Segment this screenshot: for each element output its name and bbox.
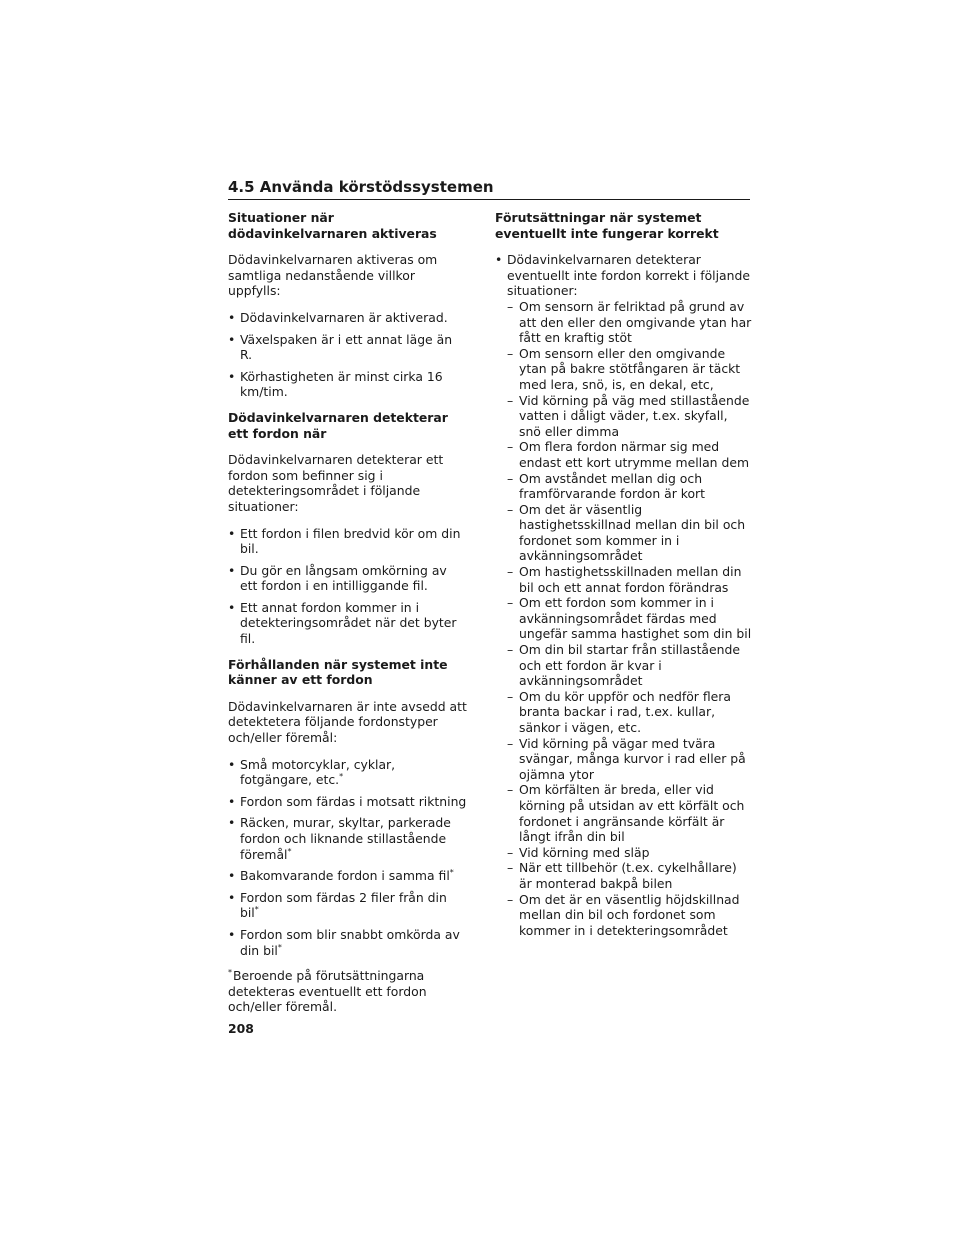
footnote-marker: *	[287, 846, 292, 856]
sublist-item: – När ett tillbehör (t.ex. cykelhållare) är monterad bakpå bilen	[507, 860, 753, 891]
footnote-marker: *	[449, 868, 454, 878]
list-item: • Du gör en långsam omkörning av ett fordon i en intilliggande fil.	[228, 563, 468, 594]
sublist-item: – Om flera fordon närmar sig med endast ett kort utrymme mellan dem	[507, 439, 753, 470]
footnote: *Beroende på förutsättningarna detekteras eventuellt ett fordon och/eller föremål.	[228, 968, 427, 1015]
list-item: • Dödavinkelvarnaren detekterar eventuellt inte fordon korrekt i följande situationer: – Om sensorn är felriktad på grund av att den eller den omgivande ytan har fått en kraftig stöt – Om sensorn eller den omgivande ytan på bakre stötfångaren är täckt med lera, snö, is, en dekal, etc, – Vid körning på väg med stillastående vatten i dåligt väder, t.ex. skyfall, snö eller dimma – Om flera fordon närmar sig med endast ett kort utrymme mellan dem – Om avståndet mellan dig och framförvarande fordon är kort – Om det är väsentlig hastighetsskillnad mellan din bil och fordonet som kommer in i avkänningsområdet – Om hastighetsskillnaden mellan din bil och ett annat fordon förändras – Om ett fordon som kommer in i avkänningsområdet färdas med ungefär samma hastighet som din bil – Om din bil startar från stillastående och ett fordon är kvar i avkänningsområdet – Om du kör uppför och nedför flera branta backar i rad, t.ex. kullar, sänkor i vägen, etc. – Vid körning på vägar med tvära svängar, många kurvor i rad eller på ojämna ytor – Om körfälten är breda, eller vid körning på utsidan av ett körfält och fordonet i angränsande körfält är långt ifrån din bil – Vid körning med släp – När ett tillbehör (t.ex. cykelhållare) är monterad bakpå bilen – Om det är en väsentlig höjdskillnad mellan din bil och fordonet som kommer in i detekteringsområdet	[495, 252, 753, 938]
list-item: • Ett annat fordon kommer in i detekteringsområdet när det byter fil.	[228, 600, 468, 647]
paragraph-activation: Dödavinkelvarnaren aktiveras om samtliga nedanstående villkor uppfylls:	[228, 252, 438, 299]
heading-no-detection: Förhållanden när systemet inte känner av ett fordon	[228, 656, 448, 688]
sublist-item: – Om ett fordon som kommer in i avkänningsområdet färdas med ungefär samma hastighet som din bil	[507, 595, 753, 642]
sublist-item: – Vid körning på vägar med tvära svängar, många kurvor i rad eller på ojämna ytor	[507, 736, 753, 783]
paragraph-detection: Dödavinkelvarnaren detekterar ett fordon som befinner sig i detekteringsområdet i följande situationer:	[228, 452, 444, 514]
sublist-item: – Vid körning på väg med stillastående vatten i dåligt väder, t.ex. skyfall, snö eller dimma	[507, 393, 753, 440]
footnote-marker: *	[254, 905, 259, 915]
heading-activation: Situationer när dödavinkelvarnaren aktiveras	[228, 210, 437, 241]
paragraph-no-detection: Dödavinkelvarnaren är inte avsedd att detektetera följande fordonstyper och/eller föremål:	[228, 698, 467, 746]
list-item: • Fordon som blir snabbt omkörda av din bil*	[228, 927, 468, 958]
list-item: • Fordon som färdas 2 filer från din bil*	[228, 890, 468, 921]
sublist-item: – Om du kör uppför och nedför flera branta backar i rad, t.ex. kullar, sänkor i vägen, etc.	[507, 689, 753, 736]
right-column	[495, 210, 753, 948]
list-item: • Växelspaken är i ett annat läge än R.	[228, 332, 468, 363]
list-item: • Fordon som färdas i motsatt riktning	[228, 794, 468, 810]
detection-situations-list	[228, 526, 468, 647]
page-number: 208	[228, 1021, 254, 1036]
footnote-marker: *	[339, 772, 344, 782]
sublist-item: – Om avståndet mellan dig och framförvarande fordon är kort	[507, 471, 753, 502]
list-item: • Körhastigheten är minst cirka 16 km/tim.	[228, 369, 468, 400]
sublist-item: – Om din bil startar från stillastående och ett fordon är kvar i avkänningsområdet	[507, 642, 753, 689]
sublist-item: – Om körfälten är breda, eller vid körning på utsidan av ett körfält och fordonet i angränsande körfält är långt ifrån din bil	[507, 782, 753, 844]
sublist-item: – Vid körning med släp	[507, 845, 753, 861]
list-item: • Dödavinkelvarnaren är aktiverad.	[228, 310, 468, 326]
left-column	[228, 210, 468, 1026]
non-detected-objects-list	[228, 757, 468, 959]
section-title: 4.5 Använda körstödssystemen	[228, 178, 750, 200]
sublist-item: – Om det är en väsentlig höjdskillnad mellan din bil och fordonet som kommer in i detekteringsområdet	[507, 892, 753, 939]
limitations-sublist	[507, 299, 753, 938]
sublist-item: – Om sensorn är felriktad på grund av att den eller den omgivande ytan har fått en kraftig stöt	[507, 299, 753, 346]
sublist-item: – Om hastighetsskillnaden mellan din bil och ett annat fordon förändras	[507, 564, 753, 595]
footnote-marker: *	[277, 942, 282, 952]
footnote-marker: *	[228, 968, 232, 978]
list-item: • Ett fordon i filen bredvid kör om din bil.	[228, 526, 468, 557]
heading-detection: Dödavinkelvarnaren detekterar ett fordon när	[228, 409, 448, 441]
limitations-list	[495, 252, 753, 938]
heading-limitations: Förutsättningar när systemet eventuellt inte fungerar korrekt	[495, 210, 719, 241]
list-item: • Räcken, murar, skyltar, parkerade fordon och liknande stillastående föremål*	[228, 815, 468, 862]
sublist-item: – Om det är väsentlig hastighetsskillnad mellan din bil och fordonet som kommer in i avkänningsområdet	[507, 502, 753, 564]
sublist-item: – Om sensorn eller den omgivande ytan på bakre stötfångaren är täckt med lera, snö, is, en dekal, etc,	[507, 346, 753, 393]
list-item: • Små motorcyklar, cyklar, fotgängare, etc.*	[228, 757, 468, 788]
list-item: • Bakomvarande fordon i samma fil*	[228, 868, 468, 884]
activation-conditions-list	[228, 310, 468, 400]
